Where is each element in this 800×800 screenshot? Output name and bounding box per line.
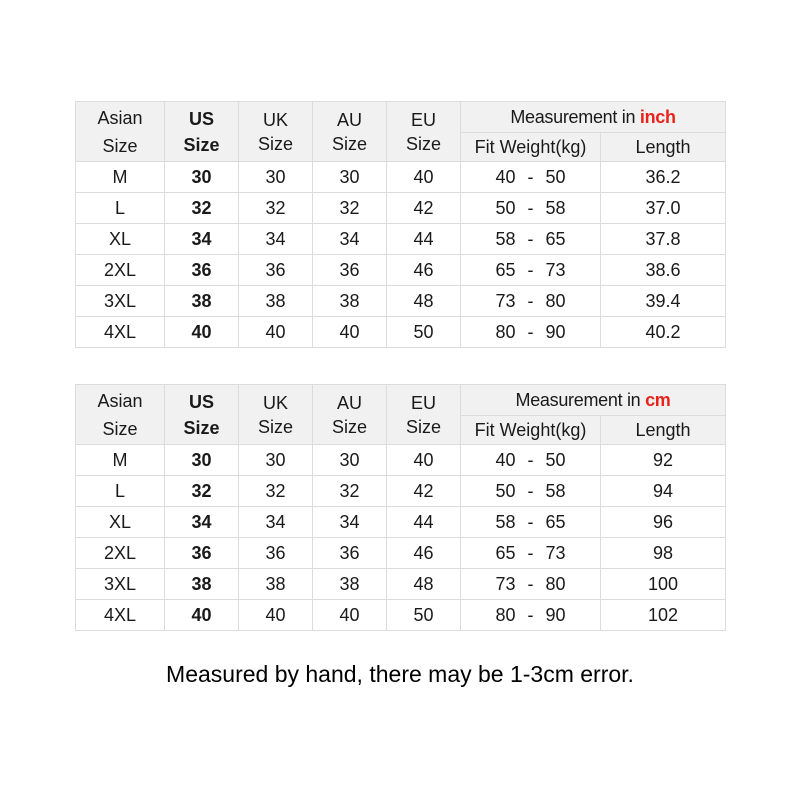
table-row (76, 286, 726, 317)
table-row (76, 569, 726, 600)
cell-eu-size: 48 (387, 286, 461, 317)
cell-length: 98 (601, 538, 726, 569)
cell-length: 102 (601, 600, 726, 631)
weight-min: 65 (495, 259, 516, 280)
table-row (76, 600, 726, 631)
cell-length: 37.8 (601, 224, 726, 255)
cell-fit-weight (461, 224, 601, 255)
range-dash: - (527, 511, 534, 532)
weight-min: 73 (495, 290, 516, 311)
weight-max: 58 (545, 480, 566, 501)
cell-au-size: 32 (313, 193, 387, 224)
cell-eu-size: 42 (387, 193, 461, 224)
cell-fit-weight (461, 162, 601, 193)
cell-fit-weight (461, 193, 601, 224)
cell-fit-weight (461, 286, 601, 317)
col-header-us-size: US Size (165, 102, 239, 162)
col-header-au-size: AU Size (313, 385, 387, 445)
cell-asian-size: L (76, 193, 165, 224)
measurement-unit-header: Measurement in inch (461, 102, 726, 133)
unit-label: inch (639, 106, 676, 127)
cell-length: 94 (601, 476, 726, 507)
col-header-eu-size: EU Size (387, 385, 461, 445)
cell-eu-size: 46 (387, 538, 461, 569)
weight-max: 73 (545, 542, 566, 563)
cell-fit-weight (461, 476, 601, 507)
cell-fit-weight (461, 445, 601, 476)
cell-length: 40.2 (601, 317, 726, 348)
weight-min: 65 (495, 542, 516, 563)
cell-au-size: 32 (313, 476, 387, 507)
range-dash: - (527, 321, 534, 342)
cell-fit-weight (461, 600, 601, 631)
cell-length: 96 (601, 507, 726, 538)
cell-length: 36.2 (601, 162, 726, 193)
range-dash: - (527, 197, 534, 218)
cell-eu-size: 50 (387, 600, 461, 631)
weight-max: 58 (545, 197, 566, 218)
col-header-uk-size: UK Size (239, 102, 313, 162)
col-header-asian-size: Asian Size (76, 385, 165, 445)
weight-max: 73 (545, 259, 566, 280)
col-header-fit-weight: Fit Weight(kg) (461, 416, 601, 445)
col-header-uk-size: UK Size (239, 385, 313, 445)
col-header-asian-size: Asian Size (76, 102, 165, 162)
col-header-eu-size: EU Size (387, 102, 461, 162)
table-row (76, 445, 726, 476)
cell-us-size: 36 (165, 255, 239, 286)
cell-eu-size: 48 (387, 569, 461, 600)
cell-au-size: 36 (313, 255, 387, 286)
cell-asian-size: 4XL (76, 600, 165, 631)
weight-max: 90 (545, 604, 566, 625)
cell-us-size: 32 (165, 193, 239, 224)
measurement-note: Measured by hand, there may be 1-3cm error. (166, 661, 634, 687)
cell-au-size: 38 (313, 286, 387, 317)
table-row (76, 255, 726, 286)
size-table-inch (75, 101, 726, 348)
weight-max: 65 (545, 511, 566, 532)
table-row (76, 476, 726, 507)
col-header-au-size: AU Size (313, 102, 387, 162)
cell-fit-weight (461, 317, 601, 348)
range-dash: - (527, 228, 534, 249)
weight-max: 65 (545, 228, 566, 249)
cell-us-size: 30 (165, 162, 239, 193)
cell-au-size: 34 (313, 224, 387, 255)
cell-uk-size: 34 (239, 507, 313, 538)
cell-asian-size: M (76, 162, 165, 193)
cell-eu-size: 44 (387, 507, 461, 538)
size-table-cm (75, 384, 726, 631)
cell-asian-size: 3XL (76, 569, 165, 600)
cell-us-size: 30 (165, 445, 239, 476)
range-dash: - (527, 166, 534, 187)
cell-us-size: 38 (165, 286, 239, 317)
table-body (76, 162, 726, 348)
cell-eu-size: 40 (387, 445, 461, 476)
cell-asian-size: 2XL (76, 255, 165, 286)
cell-eu-size: 50 (387, 317, 461, 348)
range-dash: - (527, 259, 534, 280)
cell-uk-size: 32 (239, 476, 313, 507)
weight-max: 50 (545, 449, 566, 470)
cell-uk-size: 38 (239, 286, 313, 317)
cell-length: 37.0 (601, 193, 726, 224)
cell-uk-size: 30 (239, 445, 313, 476)
weight-min: 58 (495, 511, 516, 532)
cell-length: 39.4 (601, 286, 726, 317)
col-header-length: Length (601, 416, 726, 445)
weight-min: 40 (495, 166, 516, 187)
cell-uk-size: 30 (239, 162, 313, 193)
cell-us-size: 38 (165, 569, 239, 600)
col-header-length: Length (601, 133, 726, 162)
cell-fit-weight (461, 569, 601, 600)
cell-uk-size: 40 (239, 600, 313, 631)
cell-au-size: 34 (313, 507, 387, 538)
cell-us-size: 34 (165, 224, 239, 255)
cell-uk-size: 38 (239, 569, 313, 600)
cell-uk-size: 40 (239, 317, 313, 348)
weight-min: 50 (495, 197, 516, 218)
cell-us-size: 32 (165, 476, 239, 507)
cell-au-size: 40 (313, 317, 387, 348)
cell-asian-size: XL (76, 507, 165, 538)
weight-min: 80 (495, 321, 516, 342)
cell-asian-size: XL (76, 224, 165, 255)
table-row (76, 162, 726, 193)
cell-uk-size: 34 (239, 224, 313, 255)
cell-us-size: 36 (165, 538, 239, 569)
weight-min: 40 (495, 449, 516, 470)
cell-au-size: 38 (313, 569, 387, 600)
weight-max: 90 (545, 321, 566, 342)
table-row (76, 193, 726, 224)
cell-eu-size: 44 (387, 224, 461, 255)
weight-min: 73 (495, 573, 516, 594)
cell-fit-weight (461, 507, 601, 538)
cell-length: 92 (601, 445, 726, 476)
cell-eu-size: 40 (387, 162, 461, 193)
measurement-unit-header: Measurement in cm (461, 385, 726, 416)
cell-length: 38.6 (601, 255, 726, 286)
cell-asian-size: L (76, 476, 165, 507)
table-row (76, 538, 726, 569)
cell-au-size: 40 (313, 600, 387, 631)
cell-eu-size: 46 (387, 255, 461, 286)
cell-au-size: 30 (313, 162, 387, 193)
unit-label: cm (645, 389, 671, 410)
cell-au-size: 36 (313, 538, 387, 569)
table-row (76, 317, 726, 348)
weight-min: 58 (495, 228, 516, 249)
table-body (76, 445, 726, 631)
cell-asian-size: 4XL (76, 317, 165, 348)
range-dash: - (527, 573, 534, 594)
cell-asian-size: 3XL (76, 286, 165, 317)
cell-length: 100 (601, 569, 726, 600)
cell-fit-weight (461, 538, 601, 569)
cell-au-size: 30 (313, 445, 387, 476)
weight-max: 80 (545, 573, 566, 594)
cell-uk-size: 36 (239, 538, 313, 569)
range-dash: - (527, 480, 534, 501)
cell-us-size: 34 (165, 507, 239, 538)
weight-min: 50 (495, 480, 516, 501)
range-dash: - (527, 449, 534, 470)
cell-eu-size: 42 (387, 476, 461, 507)
weight-max: 80 (545, 290, 566, 311)
cell-uk-size: 32 (239, 193, 313, 224)
cell-asian-size: 2XL (76, 538, 165, 569)
table-row (76, 507, 726, 538)
cell-us-size: 40 (165, 317, 239, 348)
table-row (76, 224, 726, 255)
cell-fit-weight (461, 255, 601, 286)
weight-min: 80 (495, 604, 516, 625)
cell-asian-size: M (76, 445, 165, 476)
weight-max: 50 (545, 166, 566, 187)
col-header-fit-weight: Fit Weight(kg) (461, 133, 601, 162)
cell-uk-size: 36 (239, 255, 313, 286)
col-header-us-size: US Size (165, 385, 239, 445)
cell-us-size: 40 (165, 600, 239, 631)
range-dash: - (527, 542, 534, 563)
range-dash: - (527, 604, 534, 625)
range-dash: - (527, 290, 534, 311)
